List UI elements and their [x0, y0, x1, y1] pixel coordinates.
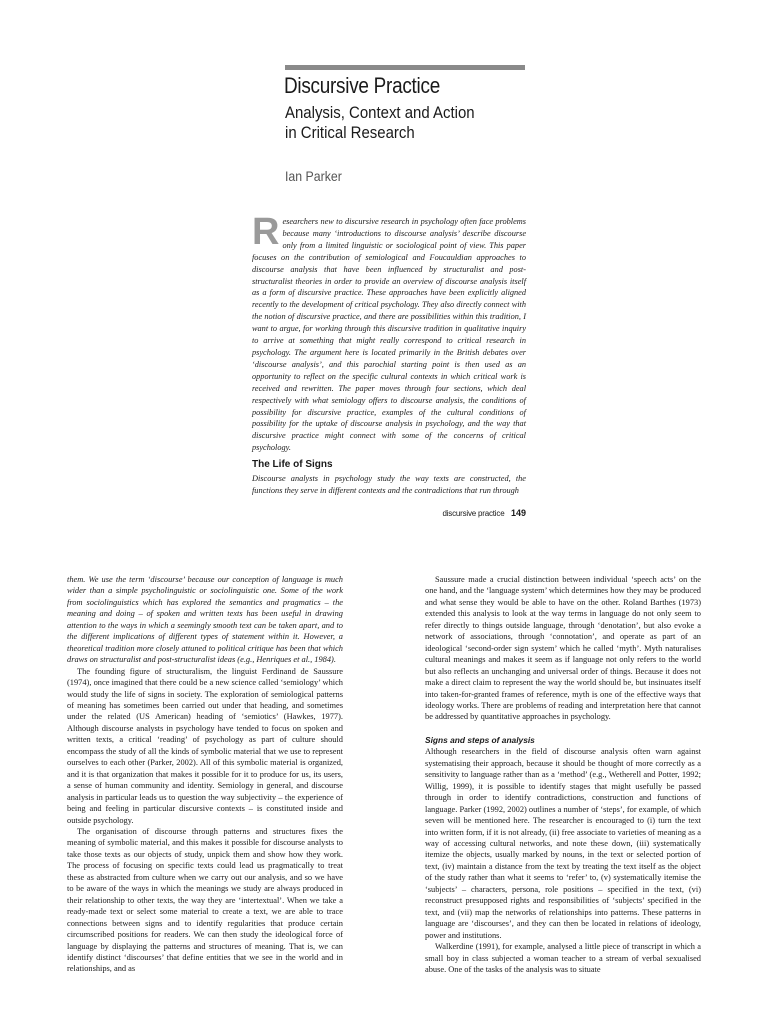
- subsection-heading: Signs and steps of analysis: [425, 734, 535, 745]
- paragraph: Walkerdine (1991), for example, analysed a little piece of transcript in which a small boy in class subjected a woman teacher to a stream of verbal sexualised abuse. One of the tasks of the analysis was to situate: [425, 942, 701, 974]
- abstract-text: esearchers new to discursive research in psychology often face problems because many ‘introductions to discourse analysis’ describe discourse only from a limited linguistic or sociological point of view. This paper focuses on the contribution of semiological and Foucauldian approaches to discourse analysis that have been influenced by structuralist and post-structuralist theories in order to provide an overview of discourse analysis itself as a form of discursive practice. These approaches have been explicitly aligned recently to the development of critical psychology. They also directly connect with the notion of discursive practice, and there are possibilities within this tradition, I want to argue, for working through this discursive tradition in qualitative inquiry to arrive at something that might really correspond to critical research in psychology. The argument here is located primarily in the British debates over ‘discourse analysis’, and this parochial starting point is then used as an opportunity to reflect on the specific cultural contexts in which critical work is received and rewritten. The paper moves through four sections, which deal respectively with what semiology offers to discourse analysis, the conditions of possibility for discursive practice, examples of the cultural conditions of possibility for the uptake of discourse analysis in psychology, and the way that discursive practice might connect with some of the concerns of critical psychology.: [252, 217, 526, 453]
- page-number: 149: [510, 508, 526, 518]
- right-column: [425, 574, 701, 975]
- left-column: [67, 574, 343, 975]
- section-intro: Discourse analysts in psychology study the way texts are constructed, the functions they serve in different contexts and the contradictions that run through: [252, 474, 526, 495]
- paragraph: The organisation of discourse through patterns and structures fixes the meaning of symbolic material, and this makes it possible for discourse analysts to take those texts as our objects of study, unpick them and show how they work. The process of focusing on specific texts could lead us pragmatically to treat these as abstracted from culture when we carry out our analysis, and so we have to be aware of the ways in which the meanings we study are always produced in their relationship to other texts, the way they are ‘intertextual’. When we take a ready-made text or select some material to create a text, we are able to trace connections between signs and to identify regularities that produce certain circumscribed positions for readers. We can then study the ideological force of language by displaying the patterns and structures of meaning. That is, we can identify distinct ‘discourses’ that define entities that we see in the world and in relationships, and as: [67, 826, 343, 974]
- paragraph: Saussure made a crucial distinction between individual ‘speech acts’ on the one hand, and the ‘language system’ which determines how they may be produced and what sense they would be able to have on the other. Roland Barthes (1973) extended this analysis to look at the way terms in language do not only seem to refer directly to things outside language, through ‘denotation’, but also evoke a network of associations, through ‘connotation’, and operate as part of an ideological ‘second-order sign system’ which he called ‘myth’. Myth naturalises cultural meanings and makes it seem as if language not only refers to the world but also reflects an unchanging and universal order of things. Because it does not make a direct claim to represent the way the world should be, but insinuates itself into taken-for-granted frames of reference, myth is one of the effective ways that ideology works. There are problems of reading and interpretation here that cannot be addressed by quantitative approaches in psychology.: [425, 575, 701, 722]
- subtitle-line-2: in Critical Research: [285, 123, 415, 142]
- title-rule: [285, 65, 525, 70]
- drop-cap: R: [252, 211, 280, 253]
- subtitle-line-1: Analysis, Context and Action: [285, 103, 475, 122]
- paragraph: Although researchers in the field of discourse analysis often warn against systematising their approach, because it should be thought of more correctly as a sensitivity to language rather than as a ‘method’ (e.g., Wetherell and Potter, 1992; Willig, 1999), it is possible to identify stages that might usefully be passed through in order to identify contradictions, construction and functions of language. Parker (1992, 2002) outlines a number of ‘steps’, for example, of which seven will be mentioned here. The researcher is encouraged to (i) turn the text into written form, if it is not already, (ii) free associate to varieties of meaning as a way of accessing cultural networks, and note these down, (iii) systematically itemize the objects, usually marked by nouns, in the text or selected portion of text, (iv) maintain a distance from the text by treating the text itself as the object of the study rather than what it seems to ‘refer’ to, (v) systematically itemise the ‘subjects’ – characters, persona, role positions – specified in the text, (vi) reconstruct presupposed rights and responsibilities of ‘subjects’ specified in the text, and (vii) map the networks of relationships into patterns. These patterns in language are ‘discourses’, and they can then be located in relations of ideology, power and institutions.: [425, 747, 701, 940]
- section-heading: The Life of Signs: [252, 459, 333, 470]
- author-name: Ian Parker: [285, 168, 342, 184]
- paragraph: them. We use the term ‘discourse’ because our conception of language is much wider than a simple psycholinguistic or sociolinguistic one. Some of the work from sociolinguistics which has explored the semantics and pragmatics – the meaning and doing – of spoken and written texts has been useful in drawing attention to the ways in which a seemingly smooth text can be taken apart, and to the different implications of different types of statement within it. However, a theoretical tradition more closely attuned to political critique has been that which draws on structuralist and post-structuralist ideas (e.g., Henriques et al., 1984).: [67, 575, 343, 665]
- article-title: Discursive Practice: [284, 73, 440, 98]
- page-footer: [400, 508, 526, 518]
- running-head: discursive practice: [442, 509, 505, 518]
- article-subtitle: [285, 103, 475, 143]
- paragraph: The founding figure of structuralism, the linguist Ferdinand de Saussure (1974), once imagined that there could be a new science called ‘semiology’ which would study the life of signs in society. The exploration of semiological patterns of meaning has sometimes been carried out under that heading, and sometimes under the related (US American) heading of ‘semiotics’ (Hawkes, 1977). Although discourse analysts in psychology have tended to focus on spoken and written texts, a critical ‘reading’ of psychology as part of culture should encompass the study of all the kinds of symbolic material that we use to represent ourselves to each other (Parker, 2002). All of this symbolic material is organized, and it is that organization that makes it possible for it to produce for us, its users, a sense of human community and identity. Semiology in general, and discourse analysis in particular leads us to question the way subjectivity – the experience of being and feeling in particular discursive contexts – is constituted inside and outside psychology.: [67, 666, 343, 825]
- abstract: [252, 211, 526, 454]
